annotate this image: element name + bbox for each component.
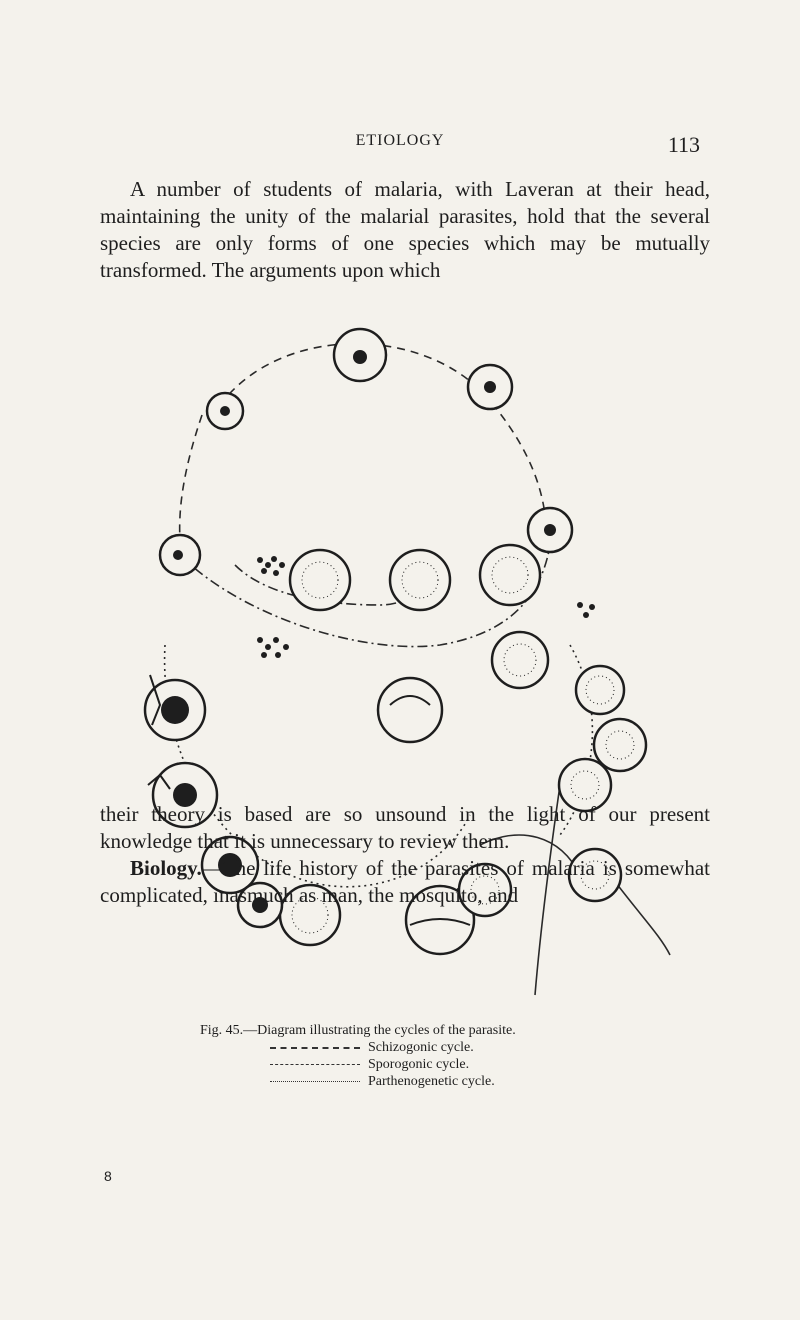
page-number: 113 [667,132,700,157]
cell-mid-3 [480,545,540,605]
legend-dotted-line [270,1081,360,1082]
cell-mid-1 [290,550,350,610]
cell-right-2 [492,632,548,688]
legend-sporogonic [270,1056,660,1073]
running-head [100,132,700,162]
legend-dashed-line [270,1064,360,1065]
figure-caption [200,1022,660,1090]
legend-label: Schizogonic cycle. [368,1040,474,1055]
sporogonic-cycle-left [180,415,202,540]
cell-right-5 [594,719,646,771]
caption-title: Fig. 45.—Diagram illustrating the cycles of the parasite. [200,1023,516,1038]
section-heading: Biology. [130,856,202,880]
paragraph-1: A number of students of malaria, with Laveran at their head, maintaining the unity of the malarial parasites, hold that the several species are only forms of one species which may be mutually transformed. The arguments upon which [100,177,710,282]
cell-bottom-mid [378,678,442,742]
paragraph-3 [100,855,710,909]
signature-mark: 8 [104,1168,112,1184]
legend-parthenogenetic [270,1073,660,1090]
running-title: ETIOLOGY [355,132,445,149]
paragraph-3-text: —The life history of the parasites of malaria is somewhat complicated, inasmuch as man, the mosquito, and [100,856,710,907]
legend-dash-dot-line [270,1047,360,1049]
legend-label: Sporogonic cycle. [368,1057,470,1072]
cell-mid-2 [390,550,450,610]
legend-label: Parthenogenetic cycle. [368,1074,495,1089]
paragraph-2: their theory is based are so unsound in the light of our present knowledge that it is unnecessary to review them. [100,802,710,853]
cell-right-3 [576,666,624,714]
legend-schizogonic [270,1039,660,1056]
